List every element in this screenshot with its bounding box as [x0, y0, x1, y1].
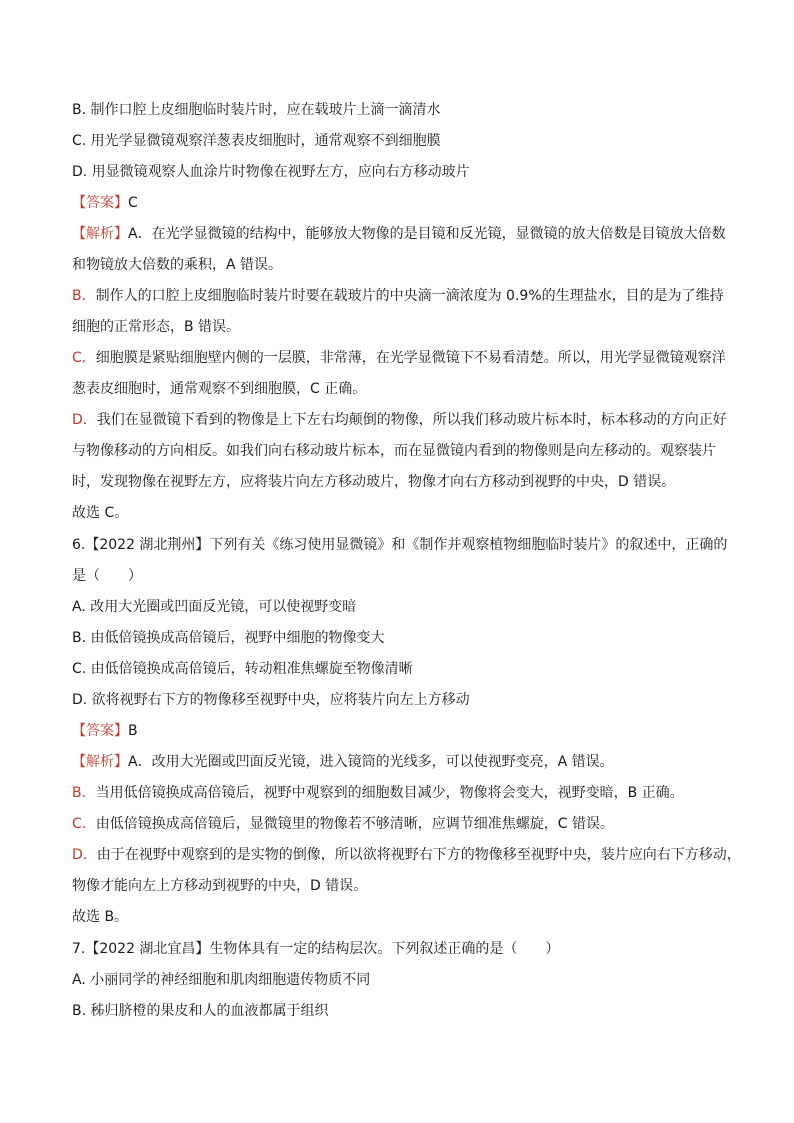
analysis-line: 时，发现物像在视野左方，应将装片向左方移动玻片，物像才向右方移动到视野的中央，D 错误。 — [72, 474, 676, 490]
analysis-line: 【解析】A．改用大光圈或凹面反光镜，进入镜筒的光线多，可以使视野变亮，A 错误。 — [72, 754, 614, 770]
analysis-line: 与物像移动的方向相反。如我们向右移动玻片标本，而在显微镜内看到的物像则是向左移动的。观察装片 — [72, 443, 716, 459]
analysis-line: C．由低倍镜换成高倍镜后，显微镜里的物像若不够清晰，应调节细准焦螺旋，C 错误。 — [72, 816, 615, 832]
option-line: D. 欲将视野右下方的物像移至视野中央，应将装片向左上方移动 — [72, 692, 470, 708]
analysis-line: 和物镜放大倍数的乘积，A 错误。 — [72, 257, 283, 273]
analysis-line: B．当用低倍镜换成高倍镜后，视野中观察到的细胞数目减少，物像将会变大，视野变暗，B 正确。 — [72, 785, 684, 801]
analysis-line: D．由于在视野中观察到的是实物的倒像，所以欲将视野右下方的物像移至视野中央，装片应向右下方移动， — [72, 847, 741, 863]
option-line: B. 由低倍镜换成高倍镜后，视野中细胞的物像变大 — [72, 630, 385, 646]
analysis-line: C．细胞膜是紧贴细胞壁内侧的一层膜，非常薄，在光学显微镜下不易看清楚。所以，用光学显微镜观察洋 — [72, 350, 726, 366]
question-line: 7.【2022 湖北宜昌】生物体具有一定的结构层次。下列叙述正确的是（ ） — [72, 941, 560, 957]
analysis-line: 葱表皮细胞时，通常观察不到细胞膜，C 正确。 — [72, 381, 367, 397]
analysis-line: D．我们在显微镜下看到的物像是上下左右均颠倒的物像，所以我们移动玻片标本时，标本移动的方向正好 — [72, 412, 727, 428]
analysis-line: B．制作人的口腔上皮细胞临时装片时要在载玻片的中央滴一滴浓度为 0.9%的生理盐水，目的是为了维持 — [72, 288, 724, 304]
question-line: 6.【2022 湖北荆州】下列有关《练习使用显微镜》和《制作并观察植物细胞临时装片》的叙述中，正确的 — [72, 537, 728, 553]
answer-line: 【答案】C — [72, 195, 138, 211]
answer-line: 【答案】B — [72, 723, 138, 739]
option-line: B. 秭归脐橙的果皮和人的血液都属于组织 — [72, 1003, 329, 1019]
analysis-line: 细胞的正常形态，B 错误。 — [72, 319, 241, 335]
option-line: C. 用光学显微镜观察洋葱表皮细胞时，通常观察不到细胞膜 — [72, 133, 441, 149]
option-line: C. 由低倍镜换成高倍镜后，转动粗准焦螺旋至物像清晰 — [72, 661, 413, 677]
option-line: A. 小丽同学的神经细胞和肌肉细胞遗传物质不同 — [72, 972, 371, 988]
analysis-line: 【解析】A．在光学显微镜的结构中，能够放大物像的是目镜和反光镜，显微镜的放大倍数是目镜放大倍数 — [72, 226, 726, 242]
option-line: D. 用显微镜观察人血涂片时物像在视野左方，应向右方移动玻片 — [72, 164, 470, 180]
conclusion-line: 故选 B。 — [72, 909, 129, 925]
conclusion-line: 故选 C。 — [72, 505, 129, 521]
analysis-line: 物像才能向左上方移动到视野的中央，D 错误。 — [72, 878, 368, 894]
option-line: B. 制作口腔上皮细胞临时装片时，应在载玻片上滴一滴清水 — [72, 102, 441, 118]
question-line: 是（ ） — [72, 568, 142, 584]
option-line: A. 改用大光圈或凹面反光镜，可以使视野变暗 — [72, 599, 357, 615]
